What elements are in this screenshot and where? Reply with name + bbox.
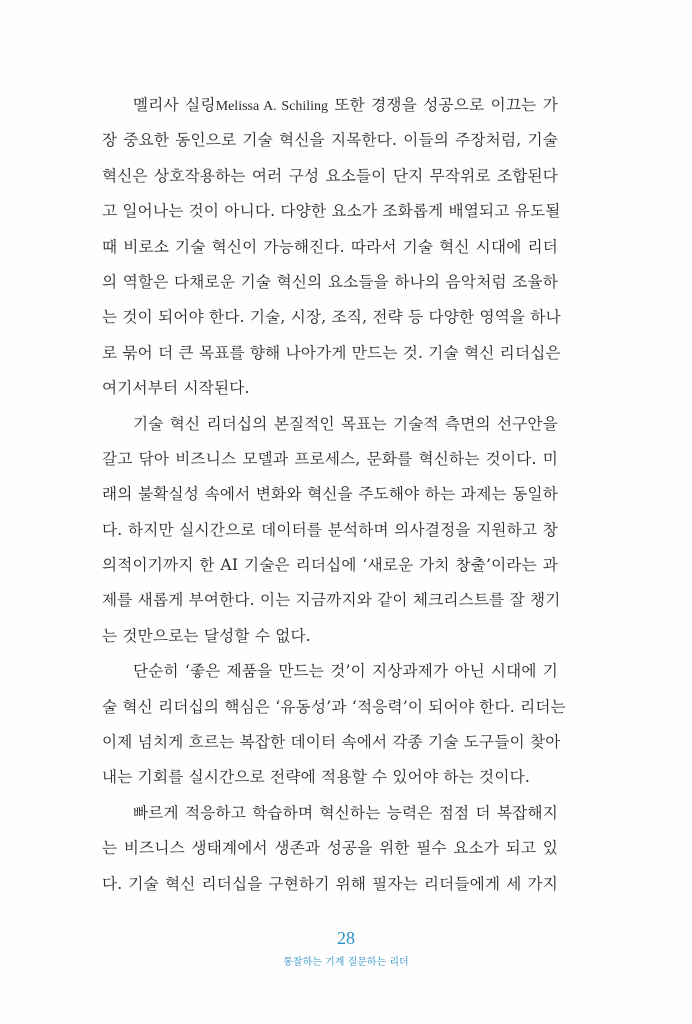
text-line: 제를 새롭게 부여한다. 이는 지금까지와 같이 체크리스트를 잘 챙기 xyxy=(102,591,561,610)
text-line: 고 일어나는 것이 아니다. 다양한 요소가 조화롭게 배열되고 유도될 xyxy=(102,202,561,221)
text-line: 는 비즈니스 생태계에서 생존과 성공을 위한 필수 요소가 되고 있 xyxy=(102,839,558,858)
text-line: 다. 기술 혁신 리더십을 구현하기 위해 필자는 리더들에게 세 가지 xyxy=(102,874,558,893)
text-line xyxy=(102,88,558,123)
text-line: 기술 혁신 리더십의 본질적인 목표는 기술적 측면의 선구안을 xyxy=(133,414,558,433)
text-line: 장 중요한 동인으로 기술 혁신을 지목한다. 이들의 주장처럼, 기술 xyxy=(102,131,558,150)
text-line: 래의 불확실성 속에서 변화와 혁신을 주도해야 하는 과제는 동일하 xyxy=(102,485,558,504)
text-line: 는 것만으로는 달성할 수 없다. xyxy=(102,626,311,645)
text-segment: 멜리사 실링 xyxy=(133,96,216,114)
text-line: 로 묶어 더 큰 목표를 향해 나아가게 만드는 것. 기술 혁신 리더십은 xyxy=(102,343,561,362)
text-line: 는 것이 되어야 한다. 기술, 시장, 조직, 전략 등 다양한 영역을 하나 xyxy=(102,308,561,327)
text-segment: 또한 경쟁을 성공으로 이끄는 가 xyxy=(328,96,558,114)
latin-name: Melissa A. Schiling xyxy=(215,99,329,114)
body-text xyxy=(102,88,566,902)
text-line: 다. 하지만 실시간으로 데이터를 분석하며 의사결정을 지원하고 창 xyxy=(102,520,558,539)
text-line: 의적이기까지 한 AI 기술은 리더십에 ‘새로운 가치 창출’이라는 과 xyxy=(102,556,558,575)
text-line: 단순히 ‘좋은 제품을 만드는 것’이 지상과제가 아닌 시대에 기 xyxy=(133,662,558,681)
text-line: 빠르게 적응하고 학습하며 혁신하는 능력은 점점 더 복잡해지 xyxy=(133,803,558,822)
text-line: 의 역할은 다채로운 기술 혁신의 요소들을 하나의 음악처럼 조율하 xyxy=(102,272,558,291)
text-line: 갈고 닦아 비즈니스 모델과 프로세스, 문화를 혁신하는 것이다. 미 xyxy=(102,449,558,468)
text-line: 때 비로소 기술 혁신이 가능해진다. 따라서 기술 혁신 시대에 리더 xyxy=(102,237,558,256)
text-line: 이제 넘치게 흐르는 복잡한 데이터 속에서 각종 기술 도구들이 찾아 xyxy=(102,733,561,752)
text-line: 내는 기회를 실시간으로 전략에 적용할 수 있어야 하는 것이다. xyxy=(102,768,531,787)
page-number: 28 xyxy=(337,928,355,948)
text-line: 여기서부터 시작된다. xyxy=(102,379,250,398)
text-line: 혁신은 상호작용하는 여러 구성 요소들이 단지 무작위로 조합된다 xyxy=(102,166,558,185)
running-footer-title: 통찰하는 기계 질문하는 리더 xyxy=(283,957,409,968)
text-line: 술 혁신 리더십의 핵심은 ‘유동성’과 ‘적응력’이 되어야 한다. 리더는 xyxy=(102,697,566,716)
